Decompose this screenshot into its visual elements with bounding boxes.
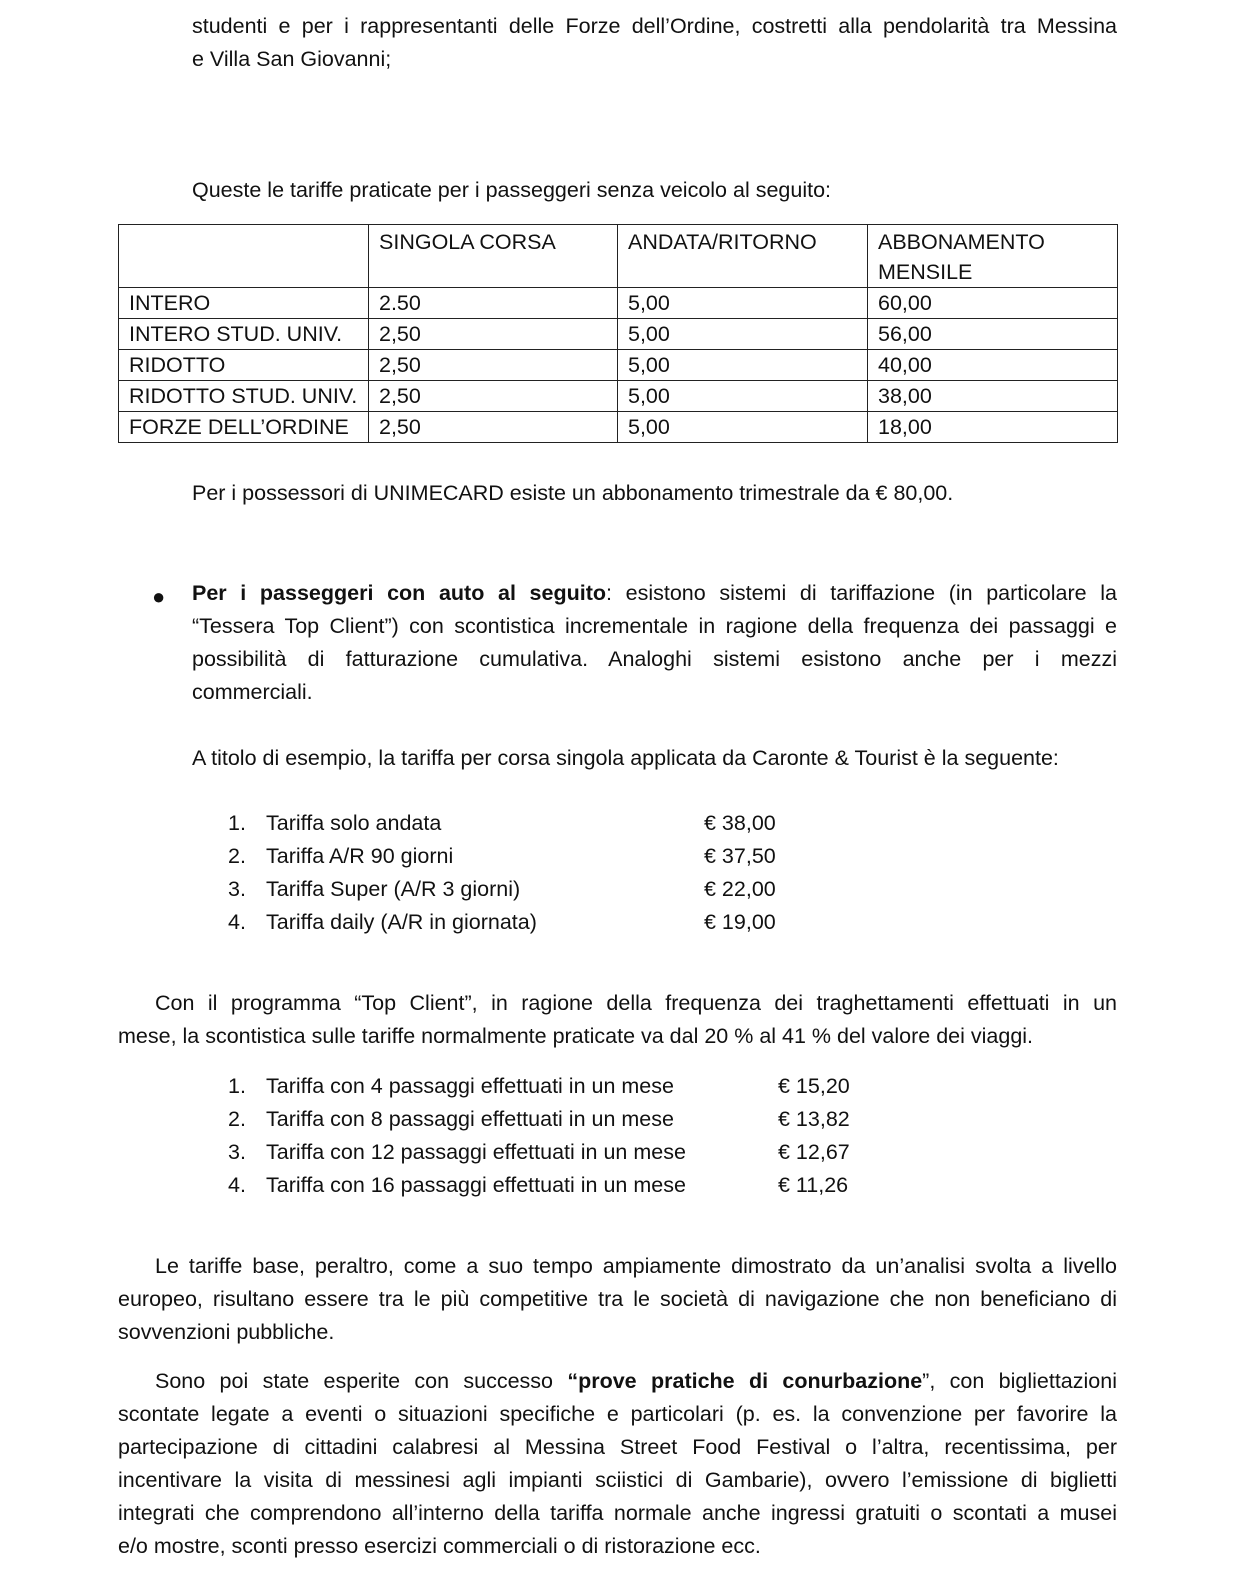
list-item-label: Tariffa Super (A/R 3 giorni) xyxy=(266,877,521,901)
list-item-price: € 19,00 xyxy=(704,910,776,934)
base-fares-line-3: sovvenzioni pubbliche. xyxy=(118,1320,335,1344)
list-item-price: € 38,00 xyxy=(704,811,776,835)
list-item-price: € 15,20 xyxy=(778,1074,850,1098)
conurbation-line-5: integrati che comprendono all’interno della tariffa normale anche ingressi gratuiti o scontati a musei xyxy=(118,1501,1117,1525)
list-item xyxy=(228,1136,908,1169)
list-item-number: 3. xyxy=(228,1140,246,1164)
list-item-label: Tariffa con 16 passaggi effettuati in un mese xyxy=(266,1173,686,1197)
list-item-label: Tariffa solo andata xyxy=(266,811,442,835)
table-cell: 40,00 xyxy=(868,350,1118,381)
list-item-label: Tariffa con 12 passaggi effettuati in un mese xyxy=(266,1140,686,1164)
conurbation-line-2: scontate legate a eventi o situazioni specifiche e particolari (p. es. la convenzione per favorire la xyxy=(118,1402,1117,1426)
table-cell: 5,00 xyxy=(618,381,868,412)
intro-line-2: e Villa San Giovanni; xyxy=(192,47,392,71)
table-header-cell xyxy=(119,225,369,288)
conurbation-line-1-start: Sono poi state esperite con successo xyxy=(155,1369,568,1393)
list-item-label: Tariffa con 4 passaggi effettuati in un mese xyxy=(266,1074,674,1098)
intro-line-1: studenti e per i rappresentanti delle Forze dell’Ordine, costretti alla pendolarità tra Messina xyxy=(192,14,1117,38)
table-cell: 5,00 xyxy=(618,350,868,381)
fares-table-header-row xyxy=(119,225,1118,288)
list-item-number: 2. xyxy=(228,844,246,868)
table-header-cell: ANDATA/RITORNO xyxy=(618,225,868,288)
list-item-price: € 12,67 xyxy=(778,1140,850,1164)
list-item-number: 2. xyxy=(228,1107,246,1131)
table-cell: 56,00 xyxy=(868,319,1118,350)
base-fares-line-1: Le tariffe base, peraltro, come a suo tempo ampiamente dimostrato da un’analisi svolta a livello xyxy=(155,1254,1117,1278)
conurbation-paragraph xyxy=(118,1365,1117,1563)
car-bullet-heading: Per i passeggeri con auto al seguito xyxy=(192,581,607,605)
conurbation-line-3: partecipazione di cittadini calabresi al Messina Street Food Festival o l’altra, recentissima, per xyxy=(118,1435,1117,1459)
table-cell: RIDOTTO xyxy=(119,350,369,381)
conurbation-highlight: “prove pratiche di conurbazione xyxy=(567,1369,923,1393)
car-bullet-line-1-rest: : esistono sistemi di tariffazione (in particolare la xyxy=(606,581,1117,605)
table-header-cell: ABBONAMENTO MENSILE xyxy=(868,225,1118,288)
fares-table xyxy=(118,224,1118,443)
table-row xyxy=(119,319,1118,350)
table-cell: RIDOTTO STUD. UNIV. xyxy=(119,381,369,412)
list-item-number: 3. xyxy=(228,877,246,901)
fares-intro: Queste le tariffe praticate per i passeggeri senza veicolo al seguito: xyxy=(192,178,831,202)
list-item xyxy=(228,807,828,840)
list-item-price: € 37,50 xyxy=(704,844,776,868)
example-list xyxy=(228,807,828,939)
list-item-price: € 11,26 xyxy=(778,1173,849,1197)
top-client-paragraph xyxy=(118,987,1117,1053)
car-bullet-line-4: commerciali. xyxy=(192,680,313,704)
base-fares-line-2: europeo, risultano essere tra le più competitive tra le società di navigazione che non beneficiano di xyxy=(118,1287,1117,1311)
car-bullet-line-1 xyxy=(192,577,1117,610)
table-cell: 18,00 xyxy=(868,412,1118,443)
top-client-list xyxy=(228,1070,908,1202)
list-item xyxy=(228,1070,908,1103)
conurbation-line-1 xyxy=(118,1365,1117,1398)
list-item-number: 1. xyxy=(228,811,246,835)
list-item-price: € 13,82 xyxy=(778,1107,850,1131)
car-bullet-line-2: “Tessera Top Client”) con scontistica incrementale in ragione della frequenza dei passaggi e xyxy=(192,614,1117,638)
car-bullet xyxy=(192,577,1117,709)
table-header-cell: SINGOLA CORSA xyxy=(369,225,618,288)
list-item-label: Tariffa daily (A/R in giornata) xyxy=(266,910,537,934)
table-cell: 2,50 xyxy=(369,412,618,443)
base-fares-paragraph xyxy=(118,1250,1117,1349)
table-row xyxy=(119,350,1118,381)
table-cell: 38,00 xyxy=(868,381,1118,412)
intro-continuation xyxy=(192,10,1117,76)
example-intro: A titolo di esempio, la tariffa per corsa singola applicata da Caronte & Tourist è la seguente: xyxy=(192,746,1059,770)
unimecard-note: Per i possessori di UNIMECARD esiste un abbonamento trimestrale da € 80,00. xyxy=(192,481,954,505)
list-item-price: € 22,00 xyxy=(704,877,776,901)
list-item-label: Tariffa A/R 90 giorni xyxy=(266,844,454,868)
table-cell: 5,00 xyxy=(618,288,868,319)
list-item-number: 4. xyxy=(228,1173,246,1197)
list-item-number: 1. xyxy=(228,1074,246,1098)
bullet-icon: ● xyxy=(152,584,166,609)
list-item xyxy=(228,1169,908,1202)
conurbation-line-4: incentivare la visita di messinesi agli impianti sciistici di Gambarie), ovvero l’emissione di biglietti xyxy=(118,1468,1117,1492)
list-item xyxy=(228,1103,908,1136)
table-cell: INTERO xyxy=(119,288,369,319)
table-cell: 5,00 xyxy=(618,412,868,443)
top-client-line-1: Con il programma “Top Client”, in ragione della frequenza dei traghettamenti effettuati in un xyxy=(155,991,1117,1015)
table-cell: 2,50 xyxy=(369,381,618,412)
list-item-label: Tariffa con 8 passaggi effettuati in un mese xyxy=(266,1107,674,1131)
table-row xyxy=(119,381,1118,412)
table-row xyxy=(119,288,1118,319)
table-row xyxy=(119,412,1118,443)
conurbation-line-6: e/o mostre, sconti presso esercizi commerciali o di ristorazione ecc. xyxy=(118,1534,761,1558)
table-cell: 2,50 xyxy=(369,319,618,350)
table-cell: 5,00 xyxy=(618,319,868,350)
list-item xyxy=(228,840,828,873)
table-cell: 2.50 xyxy=(369,288,618,319)
table-cell: INTERO STUD. UNIV. xyxy=(119,319,369,350)
table-cell: 2,50 xyxy=(369,350,618,381)
car-bullet-line-3: possibilità di fatturazione cumulativa. Analoghi sistemi esistono anche per i mezzi xyxy=(192,647,1117,671)
conurbation-line-1-end: ”, con bigliettazioni xyxy=(922,1369,1117,1393)
table-cell: FORZE DELL’ORDINE xyxy=(119,412,369,443)
list-item xyxy=(228,873,828,906)
table-cell: 60,00 xyxy=(868,288,1118,319)
list-item xyxy=(228,906,828,939)
top-client-line-2: mese, la scontistica sulle tariffe normalmente praticate va dal 20 % al 41 % del valore dei viaggi. xyxy=(118,1024,1034,1048)
list-item-number: 4. xyxy=(228,910,246,934)
